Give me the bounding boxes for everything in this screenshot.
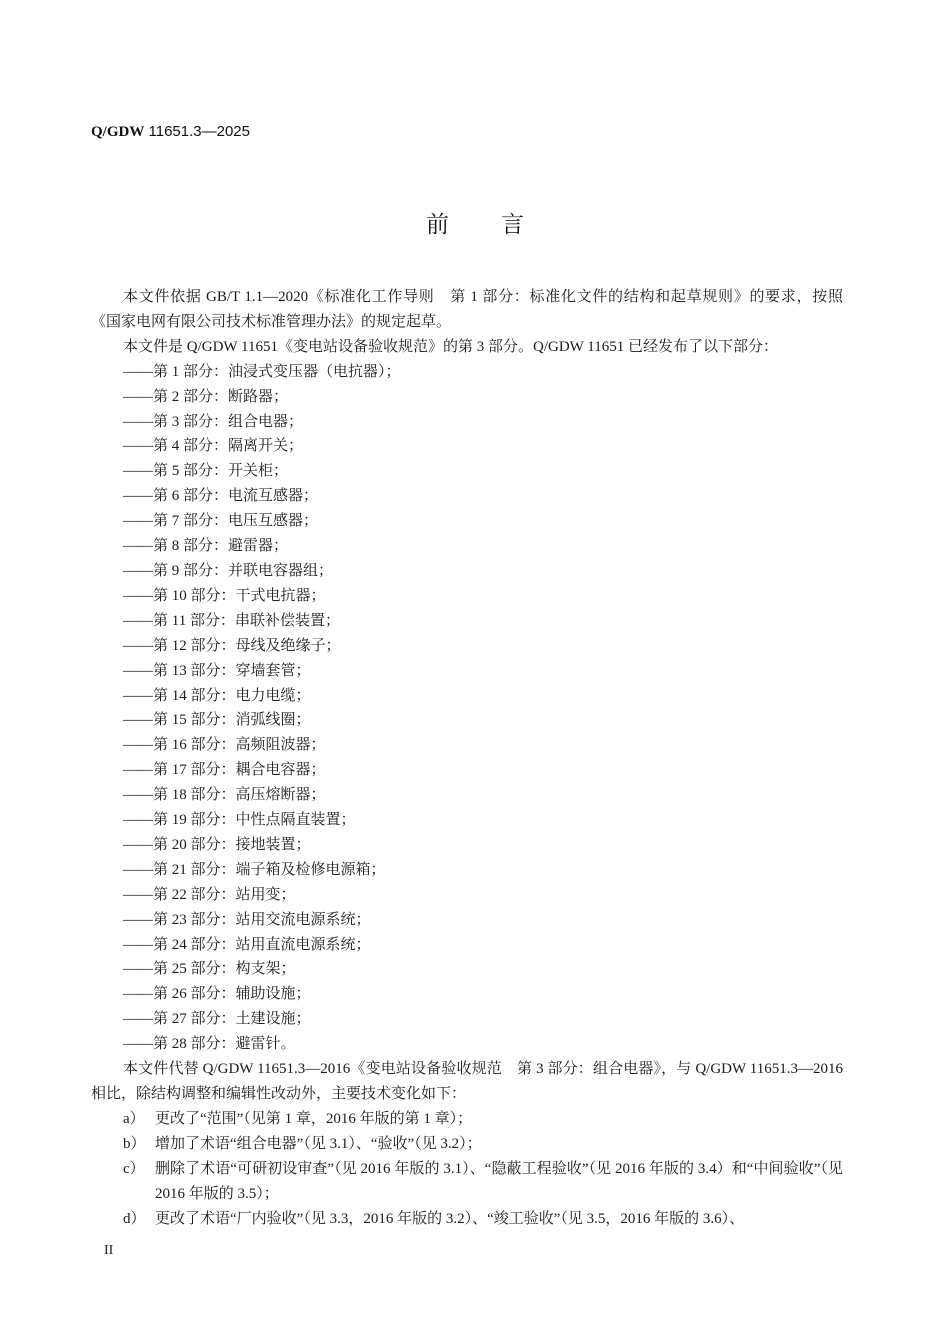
list-item: ——第 4 部分：隔离开关； [123,438,304,455]
list-item: ——第 15 部分：消弧线圈； [123,712,311,729]
change-text: 删除了术语“可研初设审查”（见 2016 年版的 3.1）、“隐蔽工程验收”（见 2016 年版的 3.4）和“中间验收”（见 2016 年版的 3.5）； [155,1160,843,1202]
list-item: ——第 14 部分：电力电缆； [123,687,311,704]
intro-paragraph: 本文件依据 GB/T 1.1—2020《标准化工作导则 第 1 部分：标准化文件的结构和起草规则》的要求，按照《国家电网有限公司技术标准管理办法》的规定起草。 [91,289,843,330]
list-item: ——第 16 部分：高频阻波器； [123,737,326,754]
list-item: ——第 10 部分：干式电抗器； [123,587,326,604]
list-item: ——第 11 部分：串联补偿装置； [123,612,340,629]
change-item [91,1107,843,1132]
list-item: ——第 6 部分：电流互感器； [123,488,319,505]
list-item: ——第 20 部分：接地装置； [123,836,311,853]
list-item: ——第 5 部分：开关柜； [123,463,289,480]
series-paragraph: 本文件是 Q/GDW 11651《变电站设备验收规范》的第 3 部分。Q/GDW 11651 已经发布了以下部分： [123,338,778,355]
change-marker: a） [123,1110,145,1127]
document-code-number: 11651.3—2025 [144,123,250,140]
list-item: ——第 24 部分：站用直流电源系统； [123,936,371,953]
document-body [91,285,843,1231]
changes-list [91,1107,843,1232]
list-item: ——第 22 部分：站用变； [123,886,296,903]
change-item [91,1132,843,1157]
change-text: 更改了术语“厂内验收”（见 3.3，2016 年版的 3.2）、“竣工验收”（见 3.5，2016 年版的 3.6）、 [155,1210,745,1227]
list-item: ——第 8 部分：避雷器； [123,538,289,555]
list-item: ——第 26 部分：辅助设施； [123,986,311,1003]
page-title: 前言 [426,212,576,238]
page-number: II [104,1243,114,1258]
list-item: ——第 7 部分：电压互感器； [123,513,319,530]
list-item: ——第 21 部分：端子箱及检修电源箱； [123,861,386,878]
change-text: 增加了术语“组合电器”（见 3.1）、“验收”（见 3.2）； [155,1135,482,1152]
list-item: ——第 1 部分：油浸式变压器（电抗器）； [123,363,401,380]
list-item: ——第 13 部分：穿墙套管； [123,662,311,679]
change-marker: d） [123,1210,146,1227]
change-marker: c） [123,1160,145,1177]
replacement-paragraph: 本文件代替 Q/GDW 11651.3—2016《变电站设备验收规范 第 3 部分：组合电器》，与 Q/GDW 11651.3—2016 相比，除结构调整和编辑性改动外，主要技术变化如下： [91,1061,843,1102]
document-code-header [91,123,250,141]
list-item: ——第 28 部分：避雷针。 [123,1036,296,1053]
list-item: ——第 3 部分：组合电器； [123,413,304,430]
change-item [91,1207,843,1232]
list-item: ——第 2 部分：断路器； [123,388,289,405]
list-item: ——第 25 部分：构支架； [123,961,296,978]
list-item: ——第 27 部分：土建设施； [123,1011,311,1028]
change-text: 更改了“范围”（见第 1 章，2016 年版的第 1 章）； [155,1110,473,1127]
list-item: ——第 19 部分：中性点隔直装置； [123,812,356,829]
list-item: ——第 18 部分：高压熔断器； [123,787,326,804]
change-item [91,1157,843,1207]
parts-list [91,360,843,1057]
list-item: ——第 12 部分：母线及绝缘子； [123,637,341,654]
document-code-prefix: Q/GDW [91,124,145,140]
list-item: ——第 17 部分：耦合电容器； [123,762,326,779]
list-item: ——第 9 部分：并联电容器组； [123,562,334,579]
change-marker: b） [123,1135,146,1152]
list-item: ——第 23 部分：站用交流电源系统； [123,911,371,928]
